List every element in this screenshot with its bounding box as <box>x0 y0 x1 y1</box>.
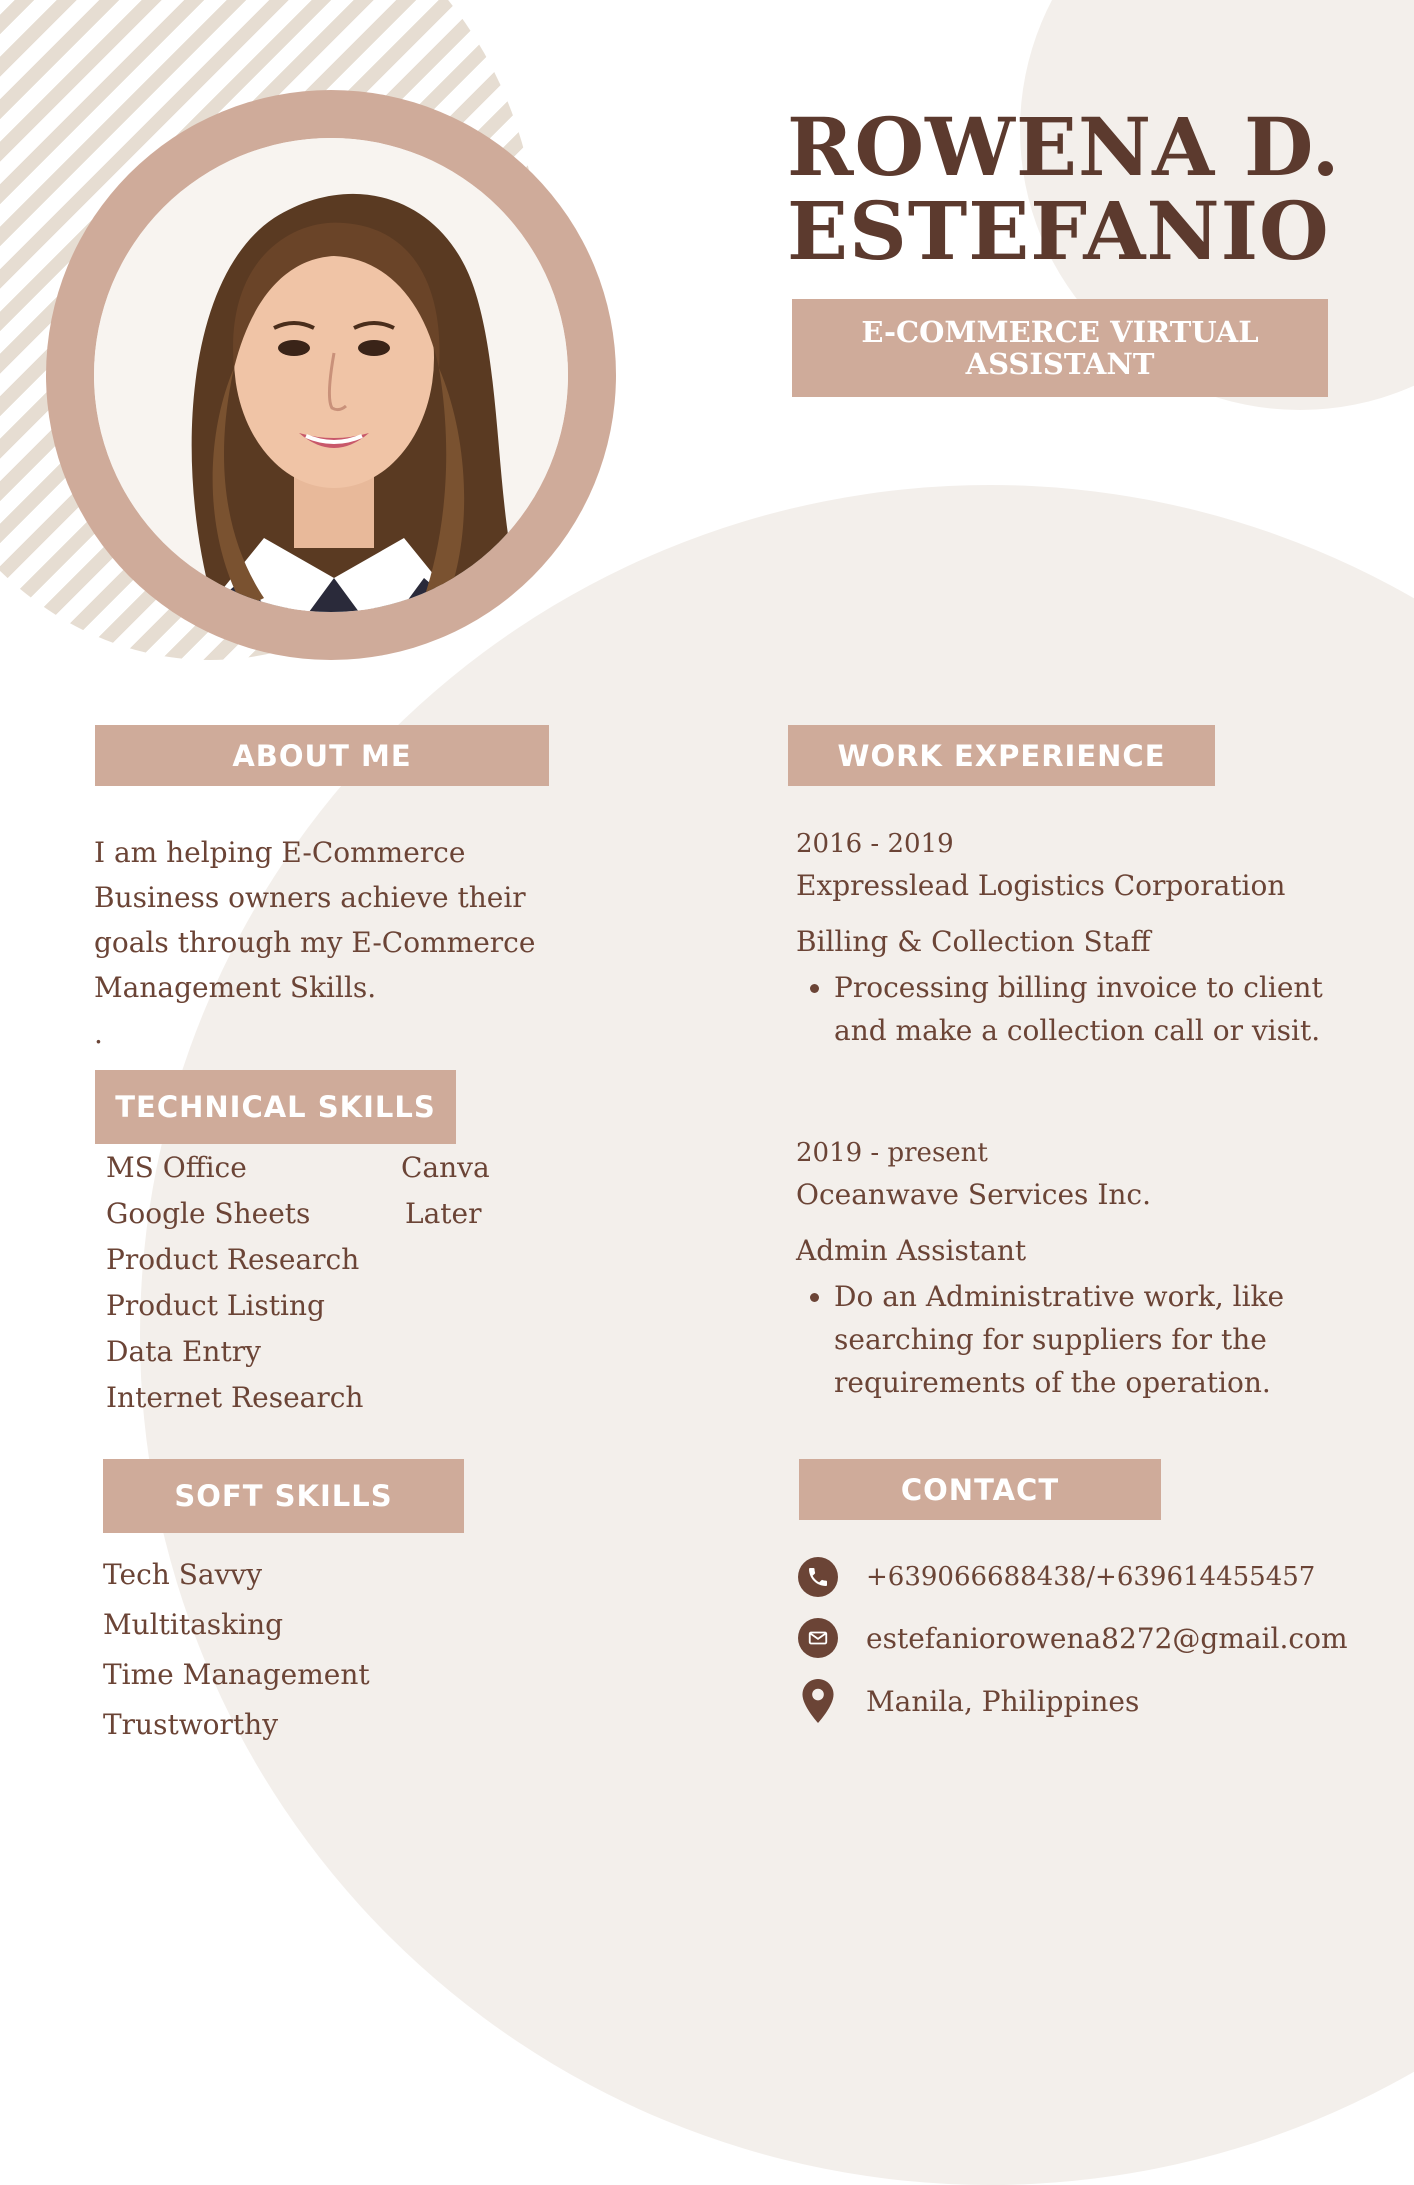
phone-icon <box>798 1557 838 1597</box>
contact-heading-text: CONTACT <box>900 1472 1060 1507</box>
contact-phone-row <box>798 1557 1315 1597</box>
soft-skills-heading <box>103 1459 464 1533</box>
soft-skill-item: Trustworthy <box>103 1708 279 1741</box>
job-entry-1 <box>796 826 1356 1052</box>
contact-location: Manila, Philippines <box>866 1684 1140 1718</box>
about-me-heading-text: ABOUT ME <box>232 738 412 773</box>
email-icon <box>798 1618 838 1658</box>
soft-skill-item: Time Management <box>103 1658 370 1691</box>
contact-phone[interactable]: +639066688438/+639614455457 <box>866 1562 1316 1592</box>
about-me-heading <box>95 725 549 786</box>
job-company: Oceanwave Services Inc. <box>796 1178 1151 1211</box>
job-entry-2 <box>796 1135 1356 1404</box>
job-title: E-COMMERCE VIRTUAL ASSISTANT <box>861 315 1259 381</box>
name-line-2: ESTEFANIO <box>787 184 1330 278</box>
job-duties <box>796 1275 1356 1404</box>
job-dates: 2016 - 2019 <box>796 829 954 859</box>
about-me-trailing-dot: . <box>94 1017 103 1050</box>
about-me-text: I am helping E-Commerce Business owners achieve their goals through my E-Commerce Management Skills. <box>94 836 536 1004</box>
contact-email-row <box>798 1618 1348 1658</box>
job-company: Expresslead Logistics Corporation <box>796 869 1286 902</box>
soft-skills-heading-text: SOFT SKILLS <box>174 1479 393 1513</box>
skill-item: MS Office <box>106 1151 247 1184</box>
technical-skills-column-2 <box>401 1145 551 1237</box>
technical-skills-heading <box>95 1070 456 1144</box>
job-position: Admin Assistant <box>796 1234 1027 1267</box>
profile-photo <box>94 138 568 612</box>
contact-email[interactable]: estefaniorowena8272@gmail.com <box>866 1621 1348 1655</box>
contact-location-row <box>798 1678 1139 1724</box>
skill-item: Canva <box>401 1151 490 1184</box>
job-duty-item: • Processing billing invoice to client and make a collection call or visit. <box>834 966 1356 1052</box>
skill-item: Internet Research <box>106 1381 364 1414</box>
technical-skills-heading-text: TECHNICAL SKILLS <box>115 1090 436 1124</box>
skill-item: Later <box>405 1197 482 1230</box>
location-pin-icon <box>798 1678 838 1724</box>
contact-heading <box>799 1459 1161 1520</box>
work-experience-heading-text: WORK EXPERIENCE <box>837 738 1166 773</box>
soft-skill-item: Tech Savvy <box>103 1558 263 1591</box>
soft-skill-item: Multitasking <box>103 1608 284 1641</box>
portrait-illustration <box>94 138 568 612</box>
job-dates: 2019 - present <box>796 1138 988 1168</box>
skill-item: Data Entry <box>106 1335 261 1368</box>
work-experience-heading <box>788 725 1215 786</box>
skill-item: Product Research <box>106 1243 360 1276</box>
soft-skills-list <box>103 1550 503 1750</box>
candidate-name <box>787 100 1387 278</box>
job-duty-item: • Do an Administrative work, like searching for suppliers for the requirements of the operation. <box>834 1275 1356 1404</box>
technical-skills-column-1 <box>106 1145 406 1421</box>
skill-item: Google Sheets <box>106 1197 311 1230</box>
skill-item: Product Listing <box>106 1289 325 1322</box>
job-title-banner <box>792 299 1328 397</box>
job-duties <box>796 966 1356 1052</box>
job-position: Billing & Collection Staff <box>796 925 1151 958</box>
name-line-1: ROWENA D. <box>787 100 1341 194</box>
